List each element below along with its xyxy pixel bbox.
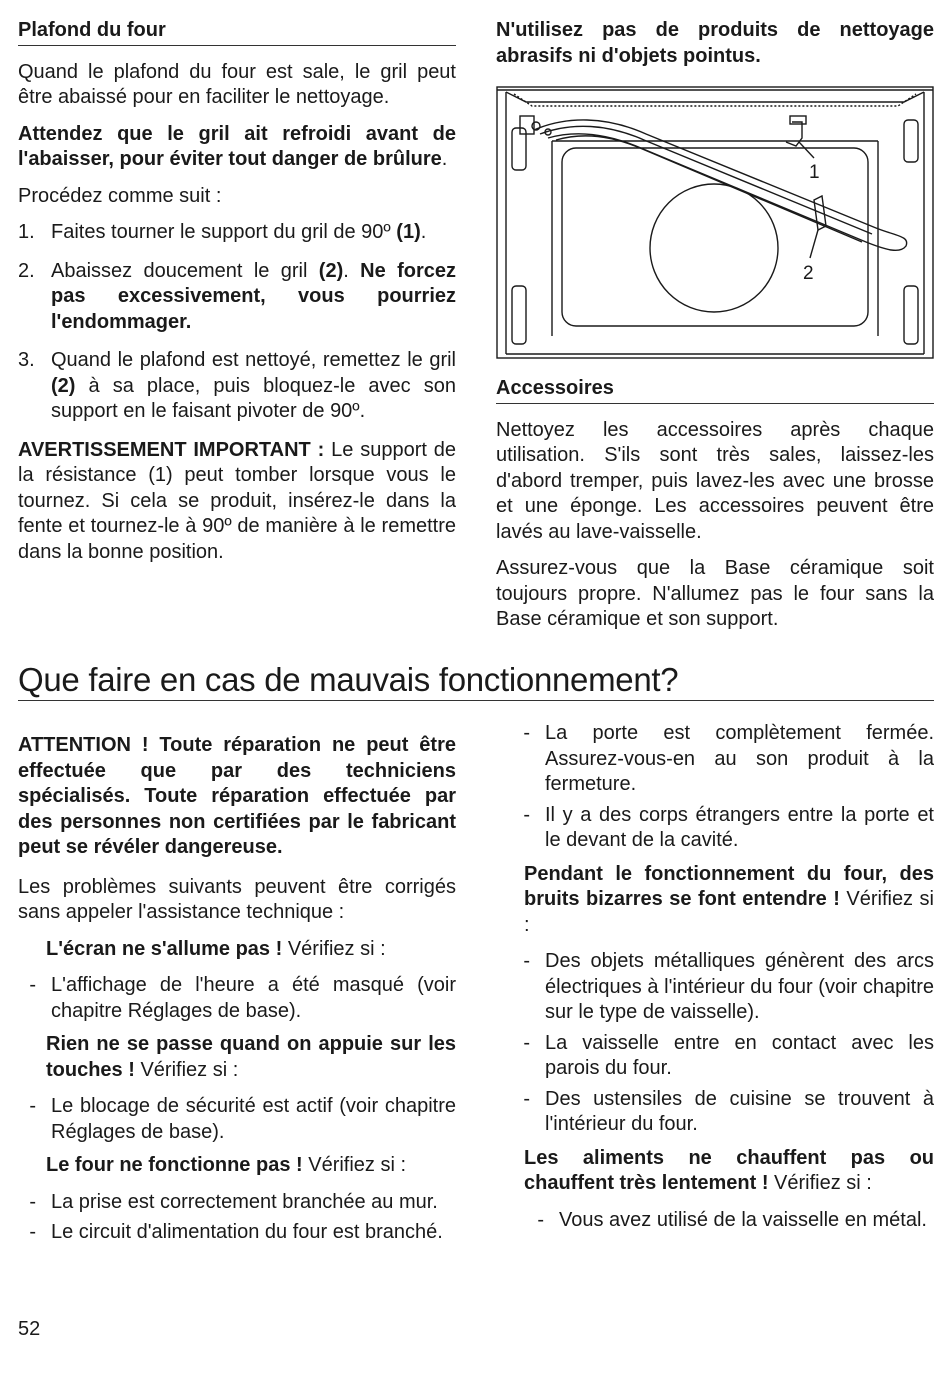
step-item — [18, 220, 456, 246]
step-tail: . — [343, 259, 361, 282]
problem-screen — [18, 937, 456, 963]
list-item — [29, 1190, 456, 1216]
problem-check: Vérifiez si : — [768, 1172, 872, 1194]
dash-marker: - — [29, 974, 36, 996]
procede-text: Procédez comme suit : — [18, 184, 222, 207]
dash-marker: - — [29, 1095, 36, 1117]
right-top-column — [496, 18, 934, 80]
dash-marker: - — [523, 722, 530, 744]
step-tail: à sa place, puis bloquez-le avec son support en le faisant pivoter de 90º. — [51, 374, 456, 422]
oven-grill-illustration — [496, 86, 934, 359]
list-item — [523, 1087, 934, 1138]
list-item-text: La porte est complètement fermée. Assurez-vous-en au son produit à la fermeture. — [545, 722, 934, 795]
right-bottom-column — [516, 721, 934, 1238]
list-item-text: L'affichage de l'heure a été masqué (voir chapitre Réglages de base). — [51, 974, 456, 1022]
step-tail: . — [420, 221, 427, 243]
dash-marker: - — [523, 1031, 530, 1054]
step-ref: (1) — [396, 221, 421, 243]
step-text: Abaissez doucement le gril — [51, 259, 319, 282]
list-item — [523, 803, 934, 854]
dash-marker: - — [537, 1208, 544, 1231]
dash-marker: - — [523, 950, 530, 972]
step-item — [18, 259, 456, 336]
list-item-text: La vaisselle entre en contact avec les parois du four. — [545, 1031, 934, 1079]
list-item — [29, 1094, 456, 1145]
section-heading-plafond: Plafond du four — [18, 18, 456, 46]
list-item-text: La prise est correctement branchée au mur. — [51, 1190, 438, 1213]
problem-check: Vérifiez si : — [524, 888, 935, 936]
abrasive-warning — [496, 18, 934, 69]
steps-list — [18, 220, 456, 425]
avertissement-label: AVERTISSEMENT IMPORTANT : — [18, 438, 325, 461]
attention-bold: ATTENTION ! Toute réparation ne peut être effectuée que par des techniciens spécialisés. Toute réparation effectuée par des personnes non certifiées par le fabricant peut se révéler dangereuse. — [18, 734, 456, 858]
list-item — [523, 949, 934, 1026]
step-number: 2. — [18, 259, 35, 282]
accessoires-column — [496, 376, 934, 644]
dash-marker: - — [29, 1190, 36, 1213]
list-item-text: Le blocage de sécurité est actif (voir chapitre Réglages de base). — [51, 1095, 456, 1143]
problem-heating — [516, 1146, 934, 1197]
step-text: Faites tourner le support du gril de 90º — [51, 221, 397, 243]
list-item-text: Il y a des corps étrangers entre la porte et le devant de la cavité. — [545, 803, 934, 851]
figure-label-2: 2 — [803, 263, 814, 284]
problem-oven — [18, 1153, 456, 1179]
plafond-warning-bold: Attendez que le gril ait refroidi avant de l'abaisser, pour éviter tout danger de brûlure — [18, 122, 456, 170]
left-top-column — [18, 18, 456, 576]
problem-keys — [18, 1032, 456, 1083]
list-item — [29, 1220, 456, 1246]
troubleshoot-intro: Les problèmes suivants peuvent être corrigés sans appeler l'assistance technique : — [18, 875, 456, 923]
list-item — [523, 721, 934, 798]
dash-marker: - — [523, 803, 530, 826]
list-item — [29, 973, 456, 1024]
attention-paragraph — [18, 733, 456, 861]
page-number: 52 — [18, 1318, 41, 1340]
avertissement-paragraph — [18, 438, 456, 566]
page-section-title: Que faire en cas de mauvais fonctionnement? — [18, 660, 934, 701]
problem-oven-title: Le four ne fonctionne pas ! — [46, 1154, 303, 1176]
problem-noise — [516, 862, 934, 939]
plafond-warning — [18, 122, 456, 173]
dash-marker: - — [523, 1087, 530, 1110]
step-ref: (2) — [318, 259, 344, 282]
problem-screen-title: L'écran ne s'allume pas ! — [46, 937, 283, 960]
avertissement-text: Le support de la résistance (1) peut tomber lorsque vous le tournez. Si cela se produit, insérez-le dans la fente et tournez-le à 90º de manière à le remettre dans la bonne position. — [18, 438, 457, 563]
left-bottom-column — [18, 733, 456, 1251]
problem-check: Vérifiez si : — [134, 1058, 239, 1081]
step-number: 1. — [18, 221, 35, 243]
dash-marker: - — [29, 1221, 36, 1243]
plafond-warning-end: . — [441, 148, 448, 170]
list-item-text: Le circuit d'alimentation du four est branché. — [51, 1221, 443, 1243]
step-warning: Ne forcez pas excessivement, vous pourriez l'endommager. — [51, 259, 456, 333]
list-item-text: Vous avez utilisé de la vaisselle en métal. — [559, 1208, 927, 1231]
problem-noise-title: Pendant le fonctionnement du four, des bruits bizarres se font entendre ! — [524, 862, 934, 910]
problem-heating-title: Les aliments ne chauffent pas ou chauffent très lentement ! — [524, 1146, 934, 1194]
plafond-intro: Quand le plafond du four est sale, le gril peut être abaissé pour en faciliter le nettoyage. — [18, 60, 456, 108]
list-item-text: Des objets métalliques génèrent des arcs électriques à l'intérieur du four (voir chapitre sur le type de vaisselle). — [545, 950, 934, 1023]
list-item-text: Des ustensiles de cuisine se trouvent à l'intérieur du four. — [545, 1087, 934, 1135]
problem-keys-title: Rien ne se passe quand on appuie sur les touches ! — [46, 1033, 456, 1081]
problem-check: Vérifiez si : — [302, 1154, 407, 1176]
step-ref: (2) — [51, 374, 76, 397]
abrasive-warning-bold: N'utilisez pas de produits de nettoyage abrasifs ni d'objets pointus. — [496, 19, 934, 67]
step-item — [18, 348, 456, 425]
accessoires-para-1: Nettoyez les accessoires après chaque utilisation. S'ils sont très sales, laissez-les d'abord tremper, puis lavez-les avec une brosse et une éponge. Les accessoires peuvent être lavés au lave-vaisselle. — [496, 418, 934, 543]
figure-label-1: 1 — [809, 162, 820, 183]
accessoires-para-2: Assurez-vous que la Base céramique soit toujours propre. N'allumez pas le four sans la Base céramique et son support. — [496, 557, 934, 630]
list-item — [537, 1208, 934, 1234]
step-text: Quand le plafond est nettoyé, remettez le gril — [51, 349, 456, 371]
step-number: 3. — [18, 349, 35, 371]
problem-check: Vérifiez si : — [282, 937, 386, 960]
section-heading-accessoires: Accessoires — [496, 376, 934, 404]
list-item — [523, 1031, 934, 1082]
